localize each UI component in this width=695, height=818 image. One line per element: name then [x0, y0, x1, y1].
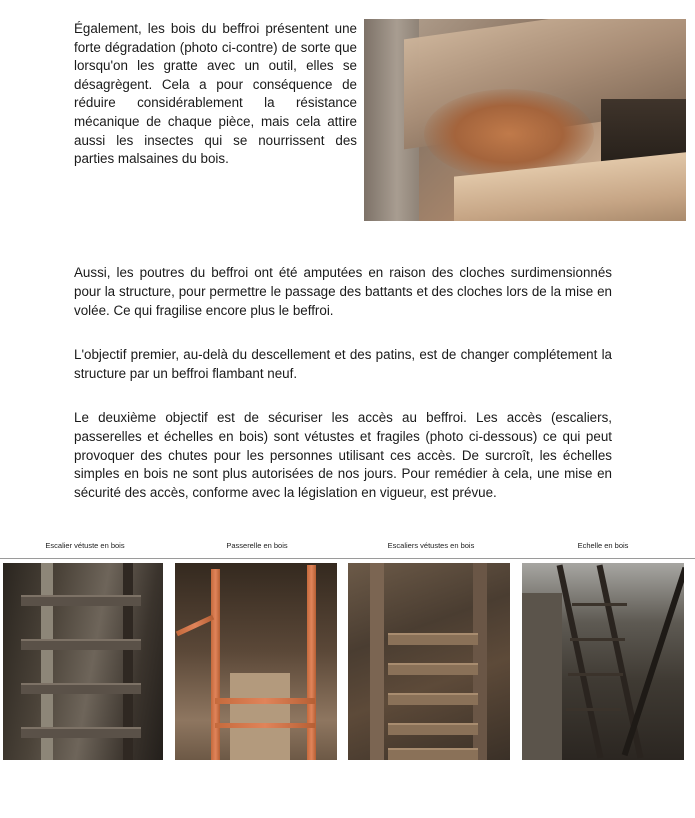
intro-paragraph: Également, les bois du beffroi présentent une forte dégradation (photo ci-contre) de sorte que lorsqu'on les gratte avec un outil, elles se désagrègent. Cela a pour conséquence de réduire considérablement la résistance mécanique de chaque pièce, mais cela attire aussi les insectes qui se nourrissent des parties malsaines du bois.: [74, 21, 357, 167]
caption-1: Escalier vétuste en bois: [45, 541, 125, 550]
paragraph-objective-2: Le deuxième objectif est de sécuriser les accès au beffroi. Les accès (escaliers, passerelles et échelles en bois) sont vétustes et fragiles (photo ci-dessous) ce qui peut provoquer des chutes pour les personnes utilisant ces accès. De surcroît, les échelles simples en bois ne sont plus autorisées de nos jours. Pour remédier à cela, une mise en sécurité des accès, conforme avec la législation en vigueur, est prévue.: [74, 410, 612, 501]
caption-2: Passerelle en bois: [226, 541, 288, 550]
caption-4: Echelle en bois: [577, 541, 629, 550]
photo-wooden-ladder: [522, 563, 684, 760]
caption-divider: [0, 558, 695, 559]
photo-wooden-walkway: [175, 563, 337, 760]
photo-old-staircases: [348, 563, 510, 760]
degraded-wood-photo: [364, 19, 686, 221]
caption-3: Escaliers vétustes en bois: [387, 541, 475, 550]
photo-old-staircase: [3, 563, 163, 760]
paragraph-objective-1: L'objectif premier, au-delà du descellement et des patins, est de changer complétement la structure par un beffroi flambant neuf.: [74, 347, 612, 381]
photo-captions: [0, 541, 695, 555]
paragraph-beams: Aussi, les poutres du beffroi ont été amputées en raison des cloches surdimensionnés pour la structure, pour permettre le passage des battants et des cloches lors de la mise en volée. Ce qui fragilise encore plus le beffroi.: [74, 265, 612, 318]
